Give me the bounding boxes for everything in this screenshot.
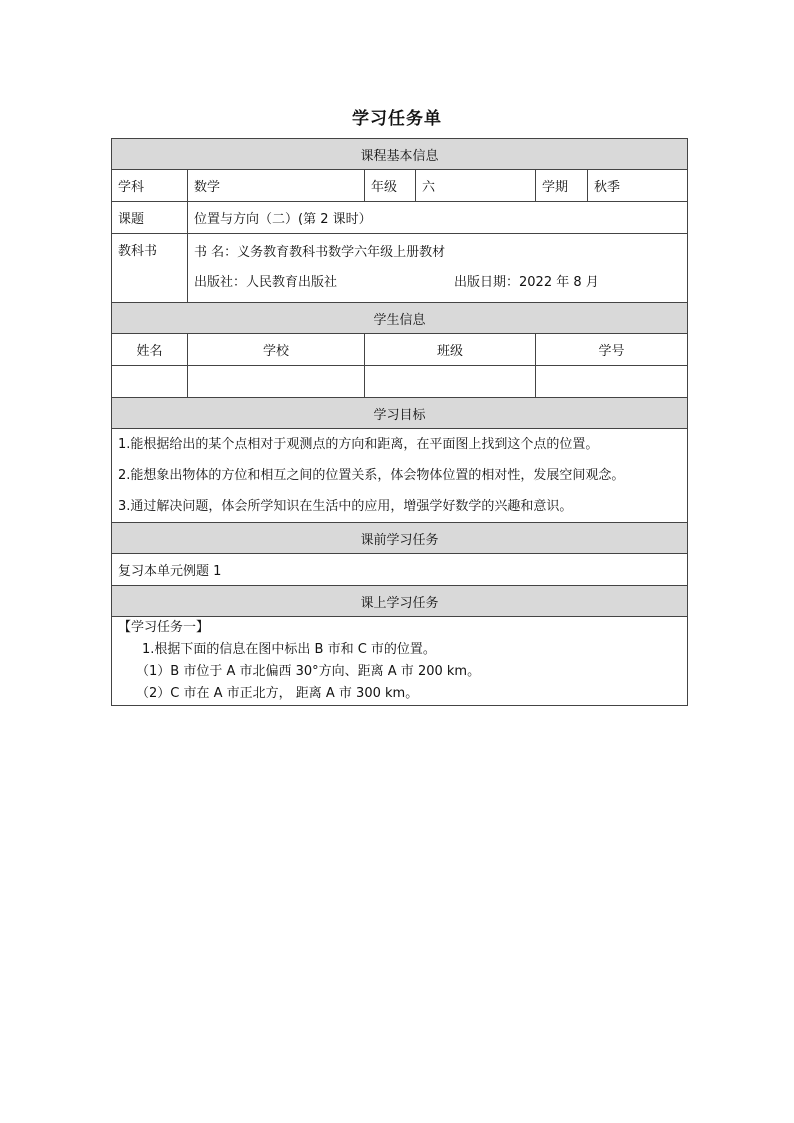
col-class: 班级 <box>365 334 536 366</box>
col-school: 学校 <box>188 334 365 366</box>
goals-row <box>112 429 688 523</box>
section-header-course-info: 课程基本信息 <box>112 139 688 170</box>
book-name: 书 名：义务教育教科书数学六年级上册教材 <box>194 245 446 260</box>
in-class-task-row <box>112 617 688 706</box>
col-student-id: 学号 <box>536 334 688 366</box>
term-value: 秋季 <box>588 170 688 202</box>
goal-item: 2.能想象出物体的方位和相互之间的位置关系，体会物体位置的相对性，发展空间观念。 <box>118 468 625 483</box>
publish-date: 出版日期：2022 年 8 月 <box>454 275 599 290</box>
goal-item: 3.通过解决问题，体会所学知识在生活中的应用，增强学好数学的兴趣和意识。 <box>118 499 573 514</box>
name-cell[interactable] <box>112 366 188 398</box>
topic-value: 位置与方向（二）(第 2 课时） <box>188 202 688 234</box>
section-header-goals: 学习目标 <box>112 398 688 429</box>
publisher: 出版社：人民教育出版社 <box>194 275 338 290</box>
pre-task-text: 复习本单元例题 1 <box>112 554 688 586</box>
grade-label: 年级 <box>365 170 416 202</box>
student-id-cell[interactable] <box>536 366 688 398</box>
task-heading: 【学习任务一】 <box>118 620 210 635</box>
goals-cell <box>112 429 688 523</box>
grade-value: 六 <box>416 170 536 202</box>
task-subquestion: （1）B 市位于 A 市北偏西 30°方向、距离 A 市 200 km。 <box>136 664 481 679</box>
term-label: 学期 <box>536 170 588 202</box>
student-input-row <box>112 366 688 398</box>
topic-label: 课题 <box>112 202 188 234</box>
section-header-pre-task: 课前学习任务 <box>112 523 688 554</box>
textbook-details <box>188 234 688 303</box>
course-basic-row <box>112 170 688 202</box>
subject-value: 数学 <box>188 170 365 202</box>
textbook-row <box>112 234 688 303</box>
student-header-row <box>112 334 688 366</box>
textbook-label: 教科书 <box>112 234 188 303</box>
book-publish-line <box>194 268 681 298</box>
topic-row <box>112 202 688 234</box>
task-sheet-table <box>111 138 688 706</box>
task-subquestion: （2）C 市在 A 市正北方， 距离 A 市 300 km。 <box>136 686 419 701</box>
section-header-in-class-task: 课上学习任务 <box>112 586 688 617</box>
subject-label: 学科 <box>112 170 188 202</box>
in-class-task-cell <box>112 617 688 706</box>
section-header-student-info: 学生信息 <box>112 303 688 334</box>
school-cell[interactable] <box>188 366 365 398</box>
goal-item: 1.能根据给出的某个点相对于观测点的方向和距离，在平面图上找到这个点的位置。 <box>118 437 599 452</box>
col-name: 姓名 <box>112 334 188 366</box>
class-cell[interactable] <box>365 366 536 398</box>
page-title: 学习任务单 <box>352 109 442 129</box>
task-question: 1.根据下面的信息在图中标出 B 市和 C 市的位置。 <box>142 642 436 657</box>
pre-task-row <box>112 554 688 586</box>
